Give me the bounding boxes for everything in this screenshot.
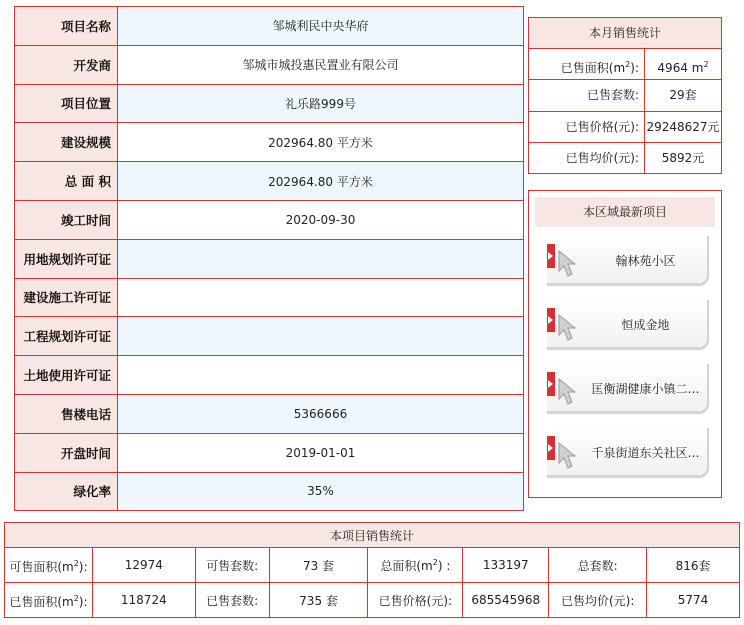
sold-price-value: 685545968 <box>463 583 549 618</box>
info-row <box>15 317 524 356</box>
info-label: 项目名称 <box>15 7 118 46</box>
info-row <box>15 123 524 162</box>
totals-row-available <box>5 548 740 583</box>
info-row <box>15 394 524 433</box>
monthly-avg-price-row <box>529 143 721 174</box>
project-info-table <box>14 6 524 511</box>
area-project-name[interactable]: 匡衡湖健康小镇二… <box>591 382 700 396</box>
info-row <box>15 433 524 472</box>
sold-units-value: 735 套 <box>269 583 368 618</box>
info-value: 邹城利民中央华府 <box>118 7 524 46</box>
pointer-cursor-icon <box>556 441 580 471</box>
area-project-link[interactable] <box>547 236 714 286</box>
info-label: 用地规划许可证 <box>15 239 118 278</box>
area-project-link[interactable] <box>547 300 714 350</box>
info-label: 开盘时间 <box>15 433 118 472</box>
monthly-sold-area-label: 已售面积$(m^2)$: <box>529 49 645 79</box>
info-row <box>15 472 524 511</box>
avg-price-label: 已售均价(元): <box>549 583 647 618</box>
info-value <box>118 278 524 317</box>
area-project-name[interactable]: 千泉街道东关社区… <box>591 446 700 460</box>
monthly-sold-price-label: 已售价格(元): <box>529 112 645 142</box>
monthly-sold-units-value: 29套 <box>669 88 697 103</box>
info-row <box>15 162 524 201</box>
monthly-sales-panel <box>528 17 722 174</box>
info-value: 202964.80 平方米 <box>118 123 524 162</box>
info-value: 202964.80 平方米 <box>118 162 524 201</box>
monthly-avg-price-value: 5892元 <box>661 150 705 165</box>
red-tab-marker-icon <box>547 372 555 396</box>
info-value <box>118 356 524 395</box>
project-sales-totals-table <box>4 522 740 618</box>
info-row <box>15 7 524 46</box>
totals-row-sold <box>5 583 740 618</box>
info-row <box>15 278 524 317</box>
info-label: 建设规模 <box>15 123 118 162</box>
pointer-cursor-icon <box>556 313 580 343</box>
sold-area-label: 已售面积$(m^2)$: <box>5 583 93 618</box>
avg-price-value: 5774 <box>647 583 740 618</box>
total-units-label: 总套数: <box>549 548 647 583</box>
sold-price-label: 已售价格(元): <box>368 583 463 618</box>
sold-area-value: 118724 <box>92 583 195 618</box>
info-label: 总 面 积 <box>15 162 118 201</box>
total-units-value: 816套 <box>647 548 740 583</box>
info-value: 礼乐路999号 <box>118 84 524 123</box>
monthly-sold-price-value: 29248627元 <box>646 119 720 134</box>
area-project-link[interactable] <box>547 364 714 414</box>
available-units-label: 可售套数: <box>195 548 269 583</box>
info-label: 竣工时间 <box>15 200 118 239</box>
info-value: 2019-01-01 <box>118 433 524 472</box>
info-value: 邹城市城投惠民置业有限公司 <box>118 45 524 84</box>
area-project-link[interactable] <box>547 428 714 478</box>
info-label: 开发商 <box>15 45 118 84</box>
monthly-sales-title: 本月销售统计 <box>529 18 721 49</box>
totals-title: 本项目销售统计 <box>5 523 740 548</box>
area-project-name[interactable]: 恒成金地 <box>621 318 670 332</box>
monthly-sold-units-label: 已售套数: <box>529 80 645 110</box>
monthly-sold-price-row <box>529 112 721 143</box>
info-row <box>15 200 524 239</box>
monthly-sold-area-row <box>529 49 721 80</box>
info-row <box>15 239 524 278</box>
monthly-sold-units-row <box>529 80 721 111</box>
red-tab-marker-icon <box>547 244 555 268</box>
info-value: 5366666 <box>118 394 524 433</box>
info-label: 土地使用许可证 <box>15 356 118 395</box>
available-area-value: 12974 <box>92 548 195 583</box>
info-label: 绿化率 <box>15 472 118 511</box>
available-area-label: 可售面积$(m^2)$: <box>5 548 93 583</box>
info-value <box>118 239 524 278</box>
area-new-projects-panel <box>528 190 722 498</box>
info-label: 工程规划许可证 <box>15 317 118 356</box>
sold-units-label: 已售套数: <box>195 583 269 618</box>
info-value: 35% <box>118 472 524 511</box>
info-row <box>15 45 524 84</box>
pointer-cursor-icon <box>556 249 580 279</box>
info-label: 建设施工许可证 <box>15 278 118 317</box>
area-project-name[interactable]: 翰林苑小区 <box>615 254 676 268</box>
info-label: 项目位置 <box>15 84 118 123</box>
info-row <box>15 356 524 395</box>
info-value <box>118 317 524 356</box>
total-area-label: 总面积$(m^2)$ : <box>368 548 463 583</box>
info-row <box>15 84 524 123</box>
monthly-avg-price-label: 已售均价(元): <box>529 143 645 174</box>
monthly-sold-area-value: 4964 $m^2$ <box>657 60 709 75</box>
red-tab-marker-icon <box>547 308 555 332</box>
pointer-cursor-icon <box>556 377 580 407</box>
area-new-projects-title: 本区域最新项目 <box>535 197 715 227</box>
available-units-value: 73 套 <box>269 548 368 583</box>
info-label: 售楼电话 <box>15 394 118 433</box>
info-value: 2020-09-30 <box>118 200 524 239</box>
total-area-value: 133197 <box>463 548 549 583</box>
red-tab-marker-icon <box>547 436 555 460</box>
